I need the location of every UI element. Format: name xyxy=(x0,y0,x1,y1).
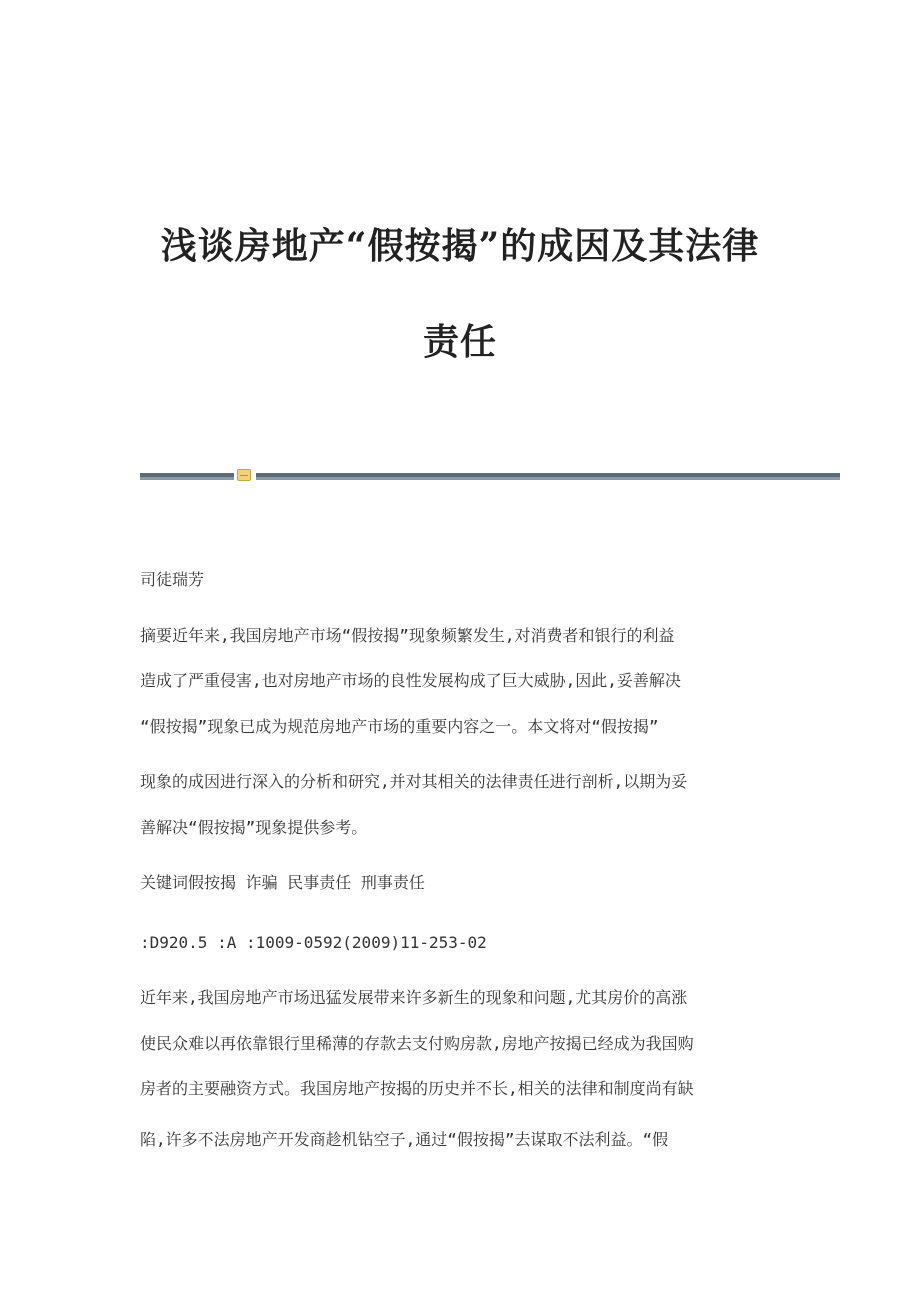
document-title-line-2: 责任 xyxy=(422,321,497,363)
document-title-line-1: 浅谈房地产“假按揭”的成因及其法律 xyxy=(160,225,760,267)
abstract-line: 摘要近年来,我国房地产市场“假按揭”现象频繁发生,对消费者和银行的利益 xyxy=(140,626,675,645)
abstract-line: 现象的成因进行深入的分析和研究,并对其相关的法律责任进行剖析,以期为妥 xyxy=(140,772,688,791)
keywords: 关键词假按揭 诈骗 民事责任 刑事责任 xyxy=(140,873,425,892)
divider-bar-right-shade xyxy=(256,477,840,480)
abstract-line: “假按揭”现象已成为规范房地产市场的重要内容之一。本文将对“假按揭” xyxy=(140,717,659,736)
body-line: 陷,许多不法房地产开发商趁机钻空子,通过“假按揭”去谋取不法利益。“假 xyxy=(140,1130,669,1149)
abstract-line: 善解决“假按揭”现象提供参考。 xyxy=(140,818,368,837)
classification-code: :D920.5 :A :1009-0592(2009)11-253-02 xyxy=(140,933,487,952)
divider-bar-left-shade xyxy=(140,477,234,480)
body-line: 使民众难以再依靠银行里稀薄的存款去支付购房款,房地产按揭已经成为我国购 xyxy=(140,1034,694,1053)
abstract-line: 造成了严重侵害,也对房地产市场的良性发展构成了巨大威胁,因此,妥善解决 xyxy=(140,671,681,690)
body-line: 房者的主要融资方式。我国房地产按揭的历史并不长,相关的法律和制度尚有缺 xyxy=(140,1079,694,1098)
author-name: 司徒瑞芳 xyxy=(140,570,205,589)
title-divider xyxy=(140,466,840,484)
divider-ornament-icon xyxy=(237,469,251,481)
body-line: 近年来,我国房地产市场迅猛发展带来许多新生的现象和问题,尤其房价的高涨 xyxy=(140,988,688,1007)
